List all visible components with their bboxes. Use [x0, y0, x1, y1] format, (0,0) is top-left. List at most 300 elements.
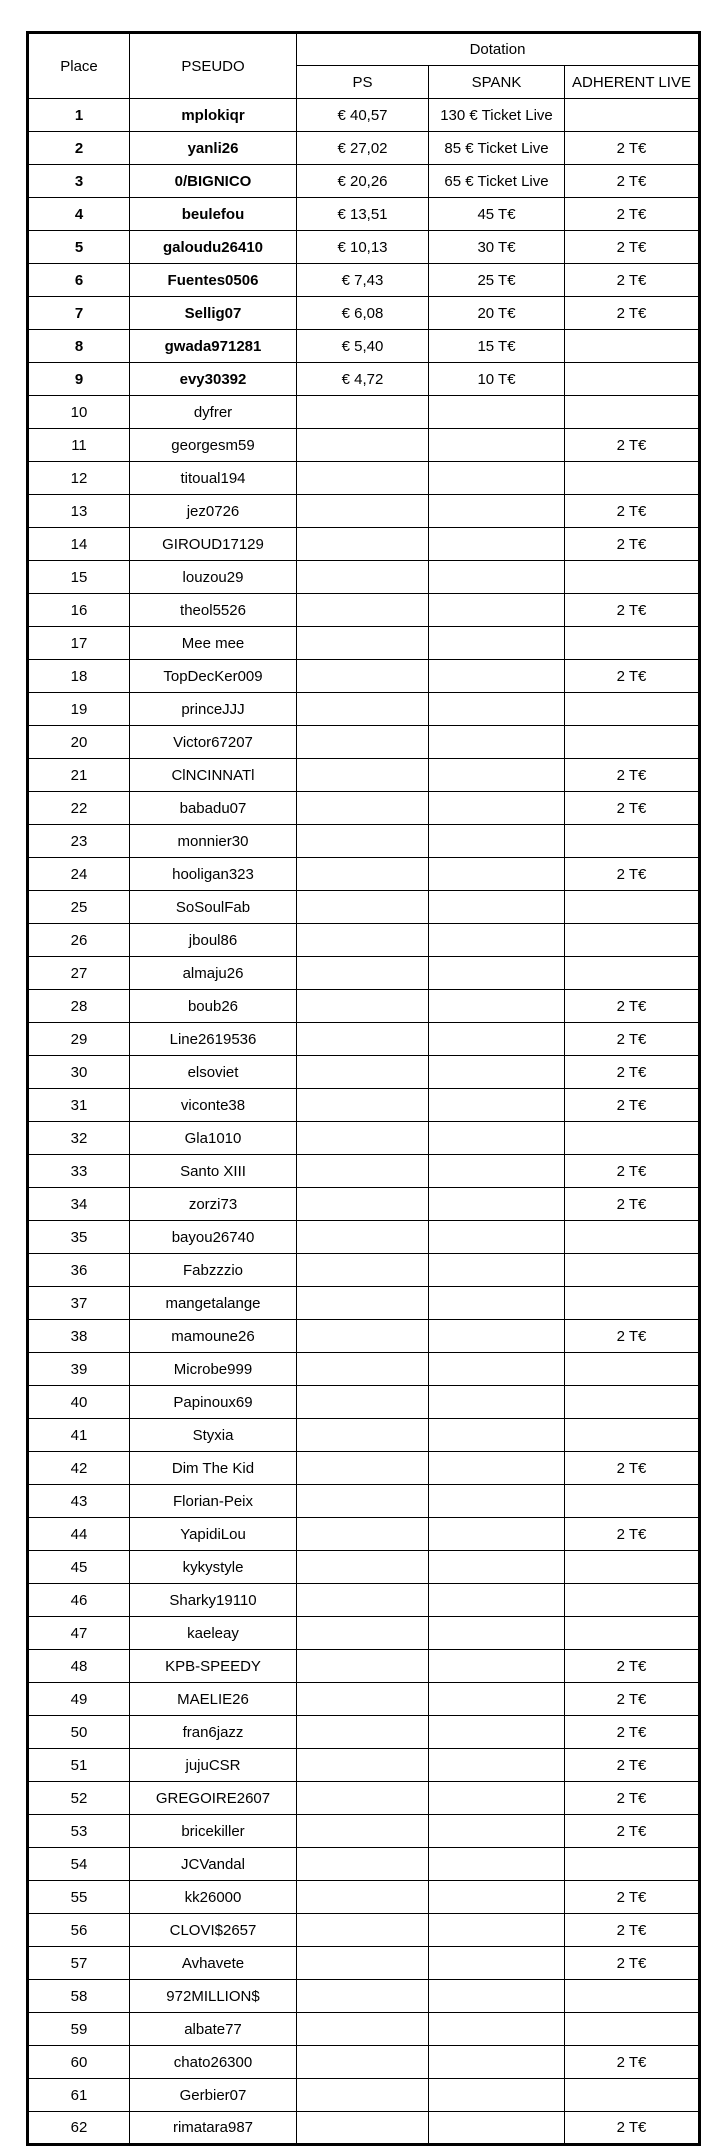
table-row	[28, 957, 700, 990]
place-cell: 20	[28, 726, 130, 759]
adherent-live-prize-cell	[565, 627, 700, 660]
adherent-live-prize-cell: 2 T€	[565, 495, 700, 528]
spank-prize-cell	[429, 825, 565, 858]
place-cell: 55	[28, 1881, 130, 1914]
ps-prize-cell	[297, 1848, 429, 1881]
adherent-live-prize-cell: 2 T€	[565, 1749, 700, 1782]
ps-prize-cell	[297, 561, 429, 594]
ps-prize-cell	[297, 1749, 429, 1782]
pseudo-cell: 972MILLION$	[130, 1980, 297, 2013]
adherent-live-prize-cell: 2 T€	[565, 198, 700, 231]
column-header-pseudo: PSEUDO	[130, 33, 297, 99]
table-body	[28, 99, 700, 2145]
spank-prize-cell	[429, 1881, 565, 1914]
table-row	[28, 759, 700, 792]
pseudo-cell: louzou29	[130, 561, 297, 594]
spank-prize-cell	[429, 990, 565, 1023]
ps-prize-cell	[297, 1320, 429, 1353]
pseudo-cell: Gla1010	[130, 1122, 297, 1155]
adherent-live-prize-cell: 2 T€	[565, 792, 700, 825]
spank-prize-cell	[429, 1551, 565, 1584]
place-cell: 52	[28, 1782, 130, 1815]
table-row	[28, 297, 700, 330]
pseudo-cell: rimatara987	[130, 2112, 297, 2145]
ps-prize-cell	[297, 2046, 429, 2079]
ps-prize-cell: € 4,72	[297, 363, 429, 396]
pseudo-cell: Fuentes0506	[130, 264, 297, 297]
place-cell: 51	[28, 1749, 130, 1782]
pseudo-cell: bricekiller	[130, 1815, 297, 1848]
spank-prize-cell	[429, 1617, 565, 1650]
ps-prize-cell	[297, 1980, 429, 2013]
pseudo-cell: YapidiLou	[130, 1518, 297, 1551]
place-cell: 39	[28, 1353, 130, 1386]
ps-prize-cell	[297, 1485, 429, 1518]
spank-prize-cell	[429, 1419, 565, 1452]
place-cell: 53	[28, 1815, 130, 1848]
pseudo-cell: dyfrer	[130, 396, 297, 429]
place-cell: 45	[28, 1551, 130, 1584]
pseudo-cell: Dim The Kid	[130, 1452, 297, 1485]
adherent-live-prize-cell: 2 T€	[565, 429, 700, 462]
ps-prize-cell	[297, 1188, 429, 1221]
place-cell: 26	[28, 924, 130, 957]
ps-prize-cell	[297, 1815, 429, 1848]
ps-prize-cell	[297, 1452, 429, 1485]
place-cell: 56	[28, 1914, 130, 1947]
pseudo-cell: JCVandal	[130, 1848, 297, 1881]
spank-prize-cell	[429, 429, 565, 462]
ps-prize-cell	[297, 891, 429, 924]
adherent-live-prize-cell	[565, 1848, 700, 1881]
place-cell: 7	[28, 297, 130, 330]
table-row	[28, 1881, 700, 1914]
ps-prize-cell: € 13,51	[297, 198, 429, 231]
table-row	[28, 1782, 700, 1815]
adherent-live-prize-cell	[565, 396, 700, 429]
adherent-live-prize-cell: 2 T€	[565, 165, 700, 198]
place-cell: 1	[28, 99, 130, 132]
pseudo-cell: Sharky19110	[130, 1584, 297, 1617]
place-cell: 42	[28, 1452, 130, 1485]
pseudo-cell: mamoune26	[130, 1320, 297, 1353]
ps-prize-cell: € 7,43	[297, 264, 429, 297]
table-row	[28, 363, 700, 396]
place-cell: 59	[28, 2013, 130, 2046]
adherent-live-prize-cell	[565, 825, 700, 858]
adherent-live-prize-cell	[565, 1485, 700, 1518]
pseudo-cell: Victor67207	[130, 726, 297, 759]
pseudo-cell: GIROUD17129	[130, 528, 297, 561]
place-cell: 44	[28, 1518, 130, 1551]
table-row	[28, 561, 700, 594]
place-cell: 12	[28, 462, 130, 495]
table-row	[28, 264, 700, 297]
pseudo-cell: Florian-Peix	[130, 1485, 297, 1518]
ps-prize-cell	[297, 1551, 429, 1584]
adherent-live-prize-cell	[565, 924, 700, 957]
ps-prize-cell	[297, 957, 429, 990]
ps-prize-cell: € 20,26	[297, 165, 429, 198]
spank-prize-cell	[429, 2046, 565, 2079]
column-header-spank: SPANK	[429, 66, 565, 99]
adherent-live-prize-cell: 2 T€	[565, 1089, 700, 1122]
pseudo-cell: jboul86	[130, 924, 297, 957]
spank-prize-cell	[429, 726, 565, 759]
spank-prize-cell	[429, 1023, 565, 1056]
place-cell: 4	[28, 198, 130, 231]
place-cell: 41	[28, 1419, 130, 1452]
adherent-live-prize-cell	[565, 462, 700, 495]
adherent-live-prize-cell: 2 T€	[565, 1320, 700, 1353]
adherent-live-prize-cell	[565, 891, 700, 924]
ps-prize-cell: € 10,13	[297, 231, 429, 264]
adherent-live-prize-cell	[565, 726, 700, 759]
pseudo-cell: kykystyle	[130, 1551, 297, 1584]
place-cell: 35	[28, 1221, 130, 1254]
pseudo-cell: evy30392	[130, 363, 297, 396]
pseudo-cell: albate77	[130, 2013, 297, 2046]
spank-prize-cell	[429, 1650, 565, 1683]
spank-prize-cell	[429, 858, 565, 891]
adherent-live-prize-cell: 2 T€	[565, 1023, 700, 1056]
place-cell: 34	[28, 1188, 130, 1221]
spank-prize-cell	[429, 1353, 565, 1386]
ps-prize-cell	[297, 1518, 429, 1551]
place-cell: 27	[28, 957, 130, 990]
table-header	[28, 33, 700, 99]
column-group-header-dotation: Dotation	[297, 33, 700, 66]
place-cell: 25	[28, 891, 130, 924]
pseudo-cell: hooligan323	[130, 858, 297, 891]
spank-prize-cell: 85 € Ticket Live	[429, 132, 565, 165]
pseudo-cell: Papinoux69	[130, 1386, 297, 1419]
adherent-live-prize-cell: 2 T€	[565, 1188, 700, 1221]
ps-prize-cell	[297, 1947, 429, 1980]
table-row	[28, 2013, 700, 2046]
adherent-live-prize-cell	[565, 2013, 700, 2046]
table-row	[28, 1419, 700, 1452]
ps-prize-cell: € 27,02	[297, 132, 429, 165]
spank-prize-cell: 15 T€	[429, 330, 565, 363]
pseudo-cell: 0/BIGNICO	[130, 165, 297, 198]
table-row	[28, 627, 700, 660]
adherent-live-prize-cell: 2 T€	[565, 132, 700, 165]
adherent-live-prize-cell	[565, 1221, 700, 1254]
table-row	[28, 660, 700, 693]
ps-prize-cell	[297, 726, 429, 759]
adherent-live-prize-cell: 2 T€	[565, 1155, 700, 1188]
ps-prize-cell	[297, 627, 429, 660]
table-row	[28, 858, 700, 891]
adherent-live-prize-cell: 2 T€	[565, 1683, 700, 1716]
spank-prize-cell	[429, 1056, 565, 1089]
spank-prize-cell	[429, 1221, 565, 1254]
place-cell: 24	[28, 858, 130, 891]
place-cell: 46	[28, 1584, 130, 1617]
adherent-live-prize-cell: 2 T€	[565, 264, 700, 297]
table-row	[28, 1221, 700, 1254]
spank-prize-cell: 45 T€	[429, 198, 565, 231]
place-cell: 30	[28, 1056, 130, 1089]
pseudo-cell: viconte38	[130, 1089, 297, 1122]
place-cell: 47	[28, 1617, 130, 1650]
ps-prize-cell	[297, 990, 429, 1023]
adherent-live-prize-cell: 2 T€	[565, 1782, 700, 1815]
ps-prize-cell	[297, 2112, 429, 2145]
ps-prize-cell	[297, 1089, 429, 1122]
spank-prize-cell	[429, 1914, 565, 1947]
table-row	[28, 726, 700, 759]
pseudo-cell: Microbe999	[130, 1353, 297, 1386]
table-row	[28, 1056, 700, 1089]
place-cell: 50	[28, 1716, 130, 1749]
place-cell: 60	[28, 2046, 130, 2079]
table-row	[28, 792, 700, 825]
table-row	[28, 1287, 700, 1320]
pseudo-cell: fran6jazz	[130, 1716, 297, 1749]
table-row	[28, 198, 700, 231]
header-row-top	[28, 33, 700, 66]
table-row	[28, 1914, 700, 1947]
spank-prize-cell	[429, 594, 565, 627]
ps-prize-cell	[297, 2079, 429, 2112]
table-row	[28, 825, 700, 858]
ps-prize-cell	[297, 1287, 429, 1320]
table-row	[28, 99, 700, 132]
pseudo-cell: Line2619536	[130, 1023, 297, 1056]
ps-prize-cell	[297, 462, 429, 495]
adherent-live-prize-cell: 2 T€	[565, 1518, 700, 1551]
adherent-live-prize-cell	[565, 1353, 700, 1386]
adherent-live-prize-cell: 2 T€	[565, 1452, 700, 1485]
table-row	[28, 462, 700, 495]
spank-prize-cell	[429, 660, 565, 693]
place-cell: 18	[28, 660, 130, 693]
pseudo-cell: CLOVI$2657	[130, 1914, 297, 1947]
table-row	[28, 1716, 700, 1749]
place-cell: 61	[28, 2079, 130, 2112]
pseudo-cell: Santo XIII	[130, 1155, 297, 1188]
pseudo-cell: georgesm59	[130, 429, 297, 462]
place-cell: 22	[28, 792, 130, 825]
adherent-live-prize-cell: 2 T€	[565, 528, 700, 561]
ps-prize-cell	[297, 825, 429, 858]
pseudo-cell: kaeleay	[130, 1617, 297, 1650]
table-row	[28, 1584, 700, 1617]
table-row	[28, 2079, 700, 2112]
spank-prize-cell	[429, 2112, 565, 2145]
spank-prize-cell	[429, 957, 565, 990]
spank-prize-cell	[429, 1518, 565, 1551]
place-cell: 2	[28, 132, 130, 165]
table-row	[28, 924, 700, 957]
place-cell: 57	[28, 1947, 130, 1980]
table-row	[28, 1089, 700, 1122]
ps-prize-cell	[297, 1914, 429, 1947]
place-cell: 8	[28, 330, 130, 363]
place-cell: 16	[28, 594, 130, 627]
ps-prize-cell	[297, 1254, 429, 1287]
place-cell: 37	[28, 1287, 130, 1320]
place-cell: 19	[28, 693, 130, 726]
spank-prize-cell	[429, 1485, 565, 1518]
pseudo-cell: jez0726	[130, 495, 297, 528]
table-row	[28, 330, 700, 363]
pseudo-cell: TopDecKer009	[130, 660, 297, 693]
dotation-table	[26, 31, 701, 2146]
ps-prize-cell	[297, 1716, 429, 1749]
adherent-live-prize-cell	[565, 330, 700, 363]
place-cell: 33	[28, 1155, 130, 1188]
spank-prize-cell: 30 T€	[429, 231, 565, 264]
table-row	[28, 1815, 700, 1848]
adherent-live-prize-cell	[565, 1287, 700, 1320]
pseudo-cell: boub26	[130, 990, 297, 1023]
pseudo-cell: kk26000	[130, 1881, 297, 1914]
table-row	[28, 891, 700, 924]
ps-prize-cell: € 6,08	[297, 297, 429, 330]
ps-prize-cell	[297, 1782, 429, 1815]
spank-prize-cell	[429, 1320, 565, 1353]
place-cell: 11	[28, 429, 130, 462]
pseudo-cell: Mee mee	[130, 627, 297, 660]
table-row	[28, 1353, 700, 1386]
ps-prize-cell	[297, 1683, 429, 1716]
spank-prize-cell	[429, 1782, 565, 1815]
pseudo-cell: gwada971281	[130, 330, 297, 363]
spank-prize-cell	[429, 1452, 565, 1485]
place-cell: 29	[28, 1023, 130, 1056]
spank-prize-cell	[429, 462, 565, 495]
spank-prize-cell	[429, 1749, 565, 1782]
adherent-live-prize-cell	[565, 99, 700, 132]
adherent-live-prize-cell	[565, 957, 700, 990]
ps-prize-cell	[297, 1650, 429, 1683]
adherent-live-prize-cell	[565, 1122, 700, 1155]
spank-prize-cell: 20 T€	[429, 297, 565, 330]
adherent-live-prize-cell: 2 T€	[565, 594, 700, 627]
ps-prize-cell	[297, 759, 429, 792]
table-row	[28, 429, 700, 462]
pseudo-cell: monnier30	[130, 825, 297, 858]
pseudo-cell: Avhavete	[130, 1947, 297, 1980]
pseudo-cell: zorzi73	[130, 1188, 297, 1221]
spank-prize-cell	[429, 891, 565, 924]
table-row	[28, 1947, 700, 1980]
ps-prize-cell	[297, 1419, 429, 1452]
place-cell: 32	[28, 1122, 130, 1155]
adherent-live-prize-cell: 2 T€	[565, 990, 700, 1023]
adherent-live-prize-cell	[565, 1980, 700, 2013]
ps-prize-cell: € 5,40	[297, 330, 429, 363]
adherent-live-prize-cell: 2 T€	[565, 2112, 700, 2145]
ps-prize-cell	[297, 1584, 429, 1617]
pseudo-cell: mangetalange	[130, 1287, 297, 1320]
spank-prize-cell: 130 € Ticket Live	[429, 99, 565, 132]
pseudo-cell: mplokiqr	[130, 99, 297, 132]
place-cell: 36	[28, 1254, 130, 1287]
adherent-live-prize-cell: 2 T€	[565, 1914, 700, 1947]
table-row	[28, 165, 700, 198]
adherent-live-prize-cell	[565, 693, 700, 726]
table-row	[28, 1749, 700, 1782]
spank-prize-cell	[429, 1188, 565, 1221]
pseudo-cell: elsoviet	[130, 1056, 297, 1089]
spank-prize-cell: 65 € Ticket Live	[429, 165, 565, 198]
place-cell: 9	[28, 363, 130, 396]
adherent-live-prize-cell: 2 T€	[565, 660, 700, 693]
adherent-live-prize-cell	[565, 1617, 700, 1650]
adherent-live-prize-cell: 2 T€	[565, 2046, 700, 2079]
ps-prize-cell	[297, 660, 429, 693]
place-cell: 28	[28, 990, 130, 1023]
pseudo-cell: Fabzzzio	[130, 1254, 297, 1287]
table-row	[28, 1023, 700, 1056]
table-row	[28, 1452, 700, 1485]
spank-prize-cell	[429, 1584, 565, 1617]
place-cell: 5	[28, 231, 130, 264]
table-row	[28, 1122, 700, 1155]
place-cell: 58	[28, 1980, 130, 2013]
table-row	[28, 528, 700, 561]
pseudo-cell: jujuCSR	[130, 1749, 297, 1782]
ps-prize-cell	[297, 528, 429, 561]
adherent-live-prize-cell	[565, 561, 700, 594]
pseudo-cell: yanli26	[130, 132, 297, 165]
place-cell: 62	[28, 2112, 130, 2145]
spank-prize-cell	[429, 1947, 565, 1980]
table-row	[28, 396, 700, 429]
place-cell: 6	[28, 264, 130, 297]
pseudo-cell: SoSoulFab	[130, 891, 297, 924]
ps-prize-cell	[297, 1122, 429, 1155]
spank-prize-cell	[429, 1716, 565, 1749]
ps-prize-cell: € 40,57	[297, 99, 429, 132]
adherent-live-prize-cell: 2 T€	[565, 231, 700, 264]
place-cell: 15	[28, 561, 130, 594]
table-row	[28, 2046, 700, 2079]
spank-prize-cell	[429, 2013, 565, 2046]
table-row	[28, 2112, 700, 2145]
table-row	[28, 231, 700, 264]
ps-prize-cell	[297, 1881, 429, 1914]
table-row	[28, 132, 700, 165]
spank-prize-cell: 10 T€	[429, 363, 565, 396]
table-row	[28, 1650, 700, 1683]
pseudo-cell: Gerbier07	[130, 2079, 297, 2112]
adherent-live-prize-cell: 2 T€	[565, 297, 700, 330]
place-cell: 14	[28, 528, 130, 561]
table-row	[28, 693, 700, 726]
ps-prize-cell	[297, 693, 429, 726]
ps-prize-cell	[297, 594, 429, 627]
pseudo-cell: theol5526	[130, 594, 297, 627]
ps-prize-cell	[297, 495, 429, 528]
ps-prize-cell	[297, 858, 429, 891]
table-row	[28, 1683, 700, 1716]
table-row	[28, 1551, 700, 1584]
pseudo-cell: princeJJJ	[130, 693, 297, 726]
spank-prize-cell	[429, 627, 565, 660]
place-cell: 48	[28, 1650, 130, 1683]
ps-prize-cell	[297, 1221, 429, 1254]
ps-prize-cell	[297, 1155, 429, 1188]
spank-prize-cell	[429, 2079, 565, 2112]
adherent-live-prize-cell: 2 T€	[565, 1716, 700, 1749]
table-row	[28, 1386, 700, 1419]
place-cell: 49	[28, 1683, 130, 1716]
